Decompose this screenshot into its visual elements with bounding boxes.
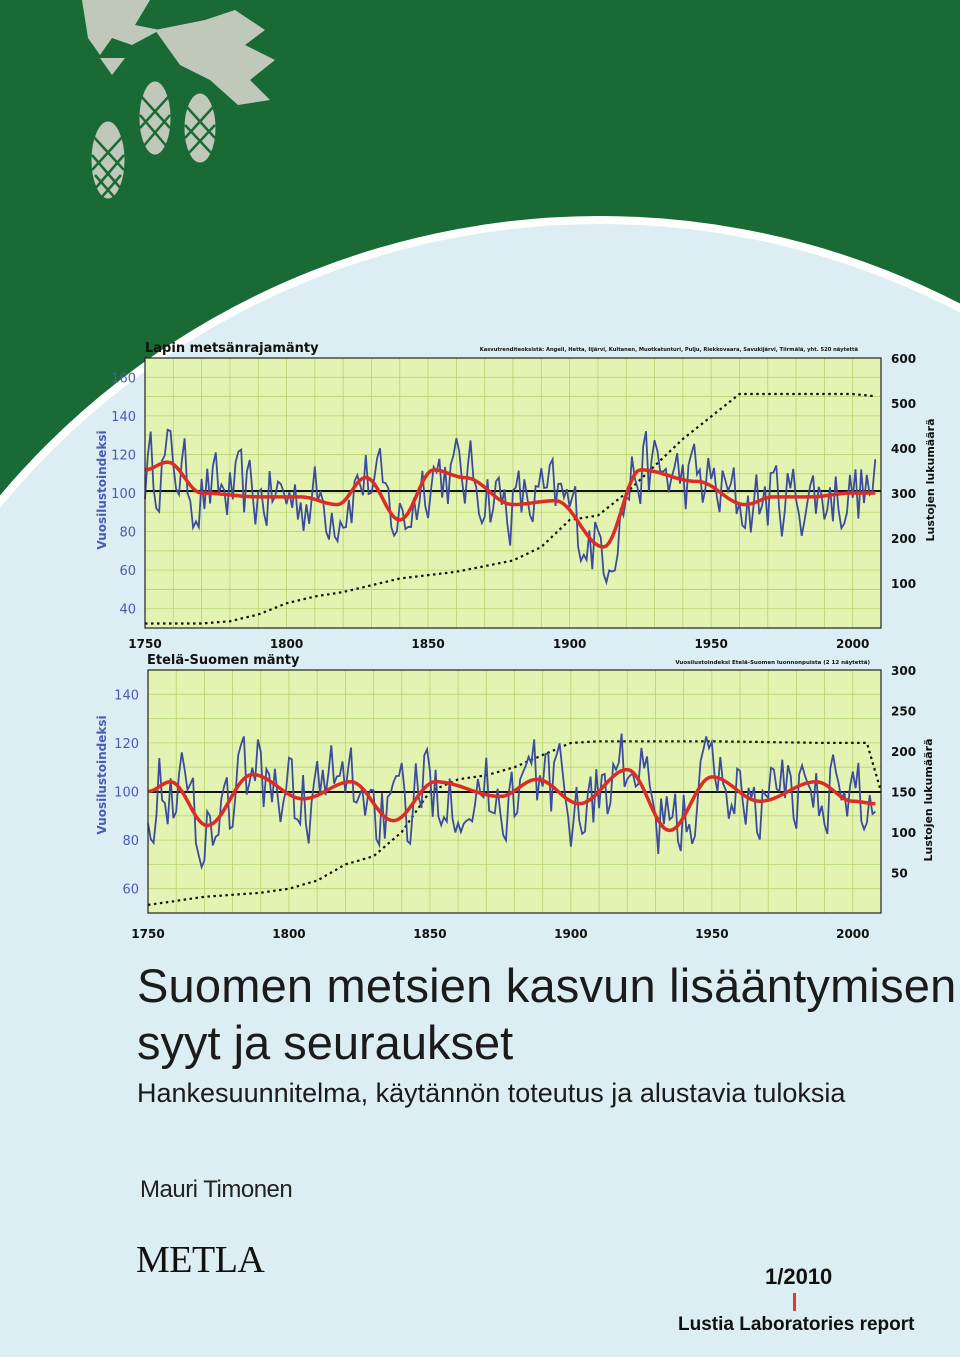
y2-tick-label-south: 300 [891, 664, 917, 678]
x-tick-label-south: 1750 [131, 927, 165, 941]
y2-tick-label-lapland: 400 [891, 442, 917, 456]
chart-note-lapland: Kasvutrenditeoksistä: Angeli, Hetta, Iijärvi, Kultanen, Muotkatunturi, Pulju, Riekkovaara, Savukijärvi, Tiirmälä, yht. 520 näytettä [479, 347, 858, 353]
y2-tick-label-south: 50 [891, 866, 908, 881]
y-tick-label-south: 120 [114, 736, 139, 752]
title-line-1: Suomen metsien kasvun lisääntymisen [137, 959, 957, 1012]
publisher-logo-text: METLA [136, 1239, 265, 1281]
y-tick-label-lapland: 60 [119, 564, 136, 580]
x-tick-label-south: 1850 [413, 927, 447, 941]
series-number: 1/2010 [765, 1264, 833, 1289]
chart-title-lapland: Lapin metsänrajamänty [145, 341, 319, 356]
y2-axis-label-south: Lustojen lukumäärä [922, 738, 935, 862]
x-tick-label-south: 1800 [272, 927, 306, 941]
y-tick-label-lapland: 40 [119, 602, 136, 618]
y-axis-label-lapland: Vuosilustoindeksi [95, 430, 109, 550]
y2-tick-label-south: 150 [891, 785, 917, 800]
y2-axis-label-lapland: Lustojen lukumäärä [924, 418, 937, 542]
y-tick-label-lapland: 100 [111, 487, 136, 502]
x-tick-label-lapland: 1750 [128, 637, 162, 651]
x-tick-label-south: 2000 [836, 927, 870, 941]
y-tick-label-south: 140 [114, 688, 139, 704]
title-line-2: syyt ja seuraukset [137, 1016, 514, 1069]
chart-lapland-pine [95, 341, 937, 651]
x-tick-label-lapland: 1900 [552, 637, 587, 651]
x-tick-label-lapland: 2000 [835, 637, 870, 651]
chart-note-south: Vuosilustoindeksi Etelä-Suomen luonnonpuista (2 12 näytettä) [675, 660, 870, 666]
author-name: Mauri Timonen [140, 1176, 293, 1203]
x-tick-label-south: 1950 [695, 927, 729, 941]
y2-tick-label-lapland: 600 [891, 352, 917, 366]
y2-tick-label-lapland: 100 [891, 577, 917, 591]
y-tick-label-lapland: 120 [111, 448, 136, 464]
y-tick-label-lapland: 80 [119, 525, 136, 541]
x-tick-label-south: 1900 [554, 927, 588, 941]
chart-title-south: Etelä-Suomen mänty [147, 653, 300, 668]
y-axis-label-south: Vuosilustoindeksi [95, 715, 109, 835]
y-tick-label-lapland: 140 [111, 409, 136, 425]
x-tick-label-lapland: 1800 [269, 637, 304, 651]
y2-tick-label-south: 200 [891, 745, 917, 759]
y2-tick-label-lapland: 500 [891, 397, 917, 411]
y-tick-label-south: 80 [122, 834, 139, 850]
series-separator [793, 1293, 796, 1311]
chart-south-finland-pine [95, 653, 935, 941]
y-tick-label-south: 60 [122, 882, 139, 898]
y2-tick-label-lapland: 200 [891, 532, 917, 546]
subtitle: Hankesuunnitelma, käytännön toteutus ja alustavia tuloksia [137, 1078, 846, 1108]
y2-tick-label-south: 250 [891, 704, 917, 719]
x-tick-label-lapland: 1950 [694, 637, 728, 651]
series-name: Lustia Laboratories report [678, 1314, 915, 1335]
y-tick-label-lapland: 160 [111, 371, 136, 387]
x-tick-label-lapland: 1850 [411, 637, 445, 651]
y2-tick-label-lapland: 300 [891, 487, 917, 501]
y2-tick-label-south: 100 [891, 826, 917, 840]
y-tick-label-south: 100 [114, 785, 139, 801]
